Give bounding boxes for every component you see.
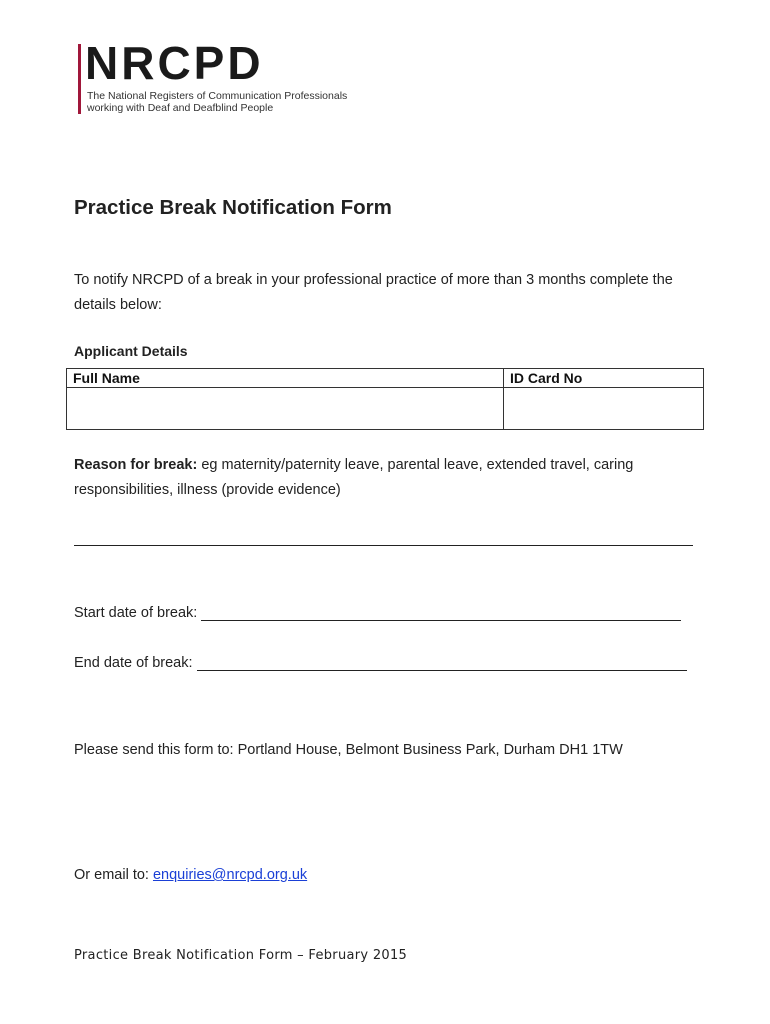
id-card-header: ID Card No — [504, 369, 704, 388]
start-date-label: Start date of break: — [74, 605, 198, 621]
applicant-details-table — [66, 368, 704, 430]
full-name-header: Full Name — [67, 369, 504, 388]
full-name-field[interactable] — [67, 388, 504, 430]
logo-tagline — [87, 90, 347, 114]
email-line — [74, 867, 307, 883]
reason-description: eg maternity/paternity leave, parental leave, extended travel, caring responsibilities, illness (provide evidence) — [74, 457, 634, 498]
logo-wordmark: NRCPD — [85, 37, 264, 89]
email-prefix: Or email to: — [74, 867, 153, 883]
table-row — [67, 388, 704, 430]
email-link[interactable]: enquiries@nrcpd.org.uk — [152, 867, 308, 883]
end-date-field[interactable] — [197, 656, 687, 671]
reason-answer-line[interactable] — [74, 545, 693, 546]
table-header-row — [67, 369, 704, 388]
id-card-field[interactable] — [504, 388, 704, 430]
page-title: Practice Break Notification Form — [74, 196, 392, 219]
logo-tagline-line2: working with Deaf and Deafblind People — [87, 102, 274, 114]
page-footer: Practice Break Notification Form – February 2015 — [74, 948, 408, 963]
end-date-label: End date of break: — [74, 655, 193, 671]
logo-accent-bar — [78, 44, 81, 114]
intro-text: To notify NRCPD of a break in your professional practice of more than 3 months complete the details below: — [74, 272, 673, 313]
reason-for-break — [74, 453, 714, 503]
applicant-details-heading: Applicant Details — [74, 343, 188, 359]
postal-address-text: Please send this form to: Portland House, Belmont Business Park, Durham DH1 1TW — [74, 742, 623, 758]
start-date-field[interactable] — [201, 606, 681, 621]
reason-label: Reason for break: — [74, 457, 198, 473]
end-date-row — [74, 655, 687, 671]
logo-tagline-line1: The National Registers of Communication Professionals — [87, 90, 348, 102]
start-date-row — [74, 605, 681, 621]
